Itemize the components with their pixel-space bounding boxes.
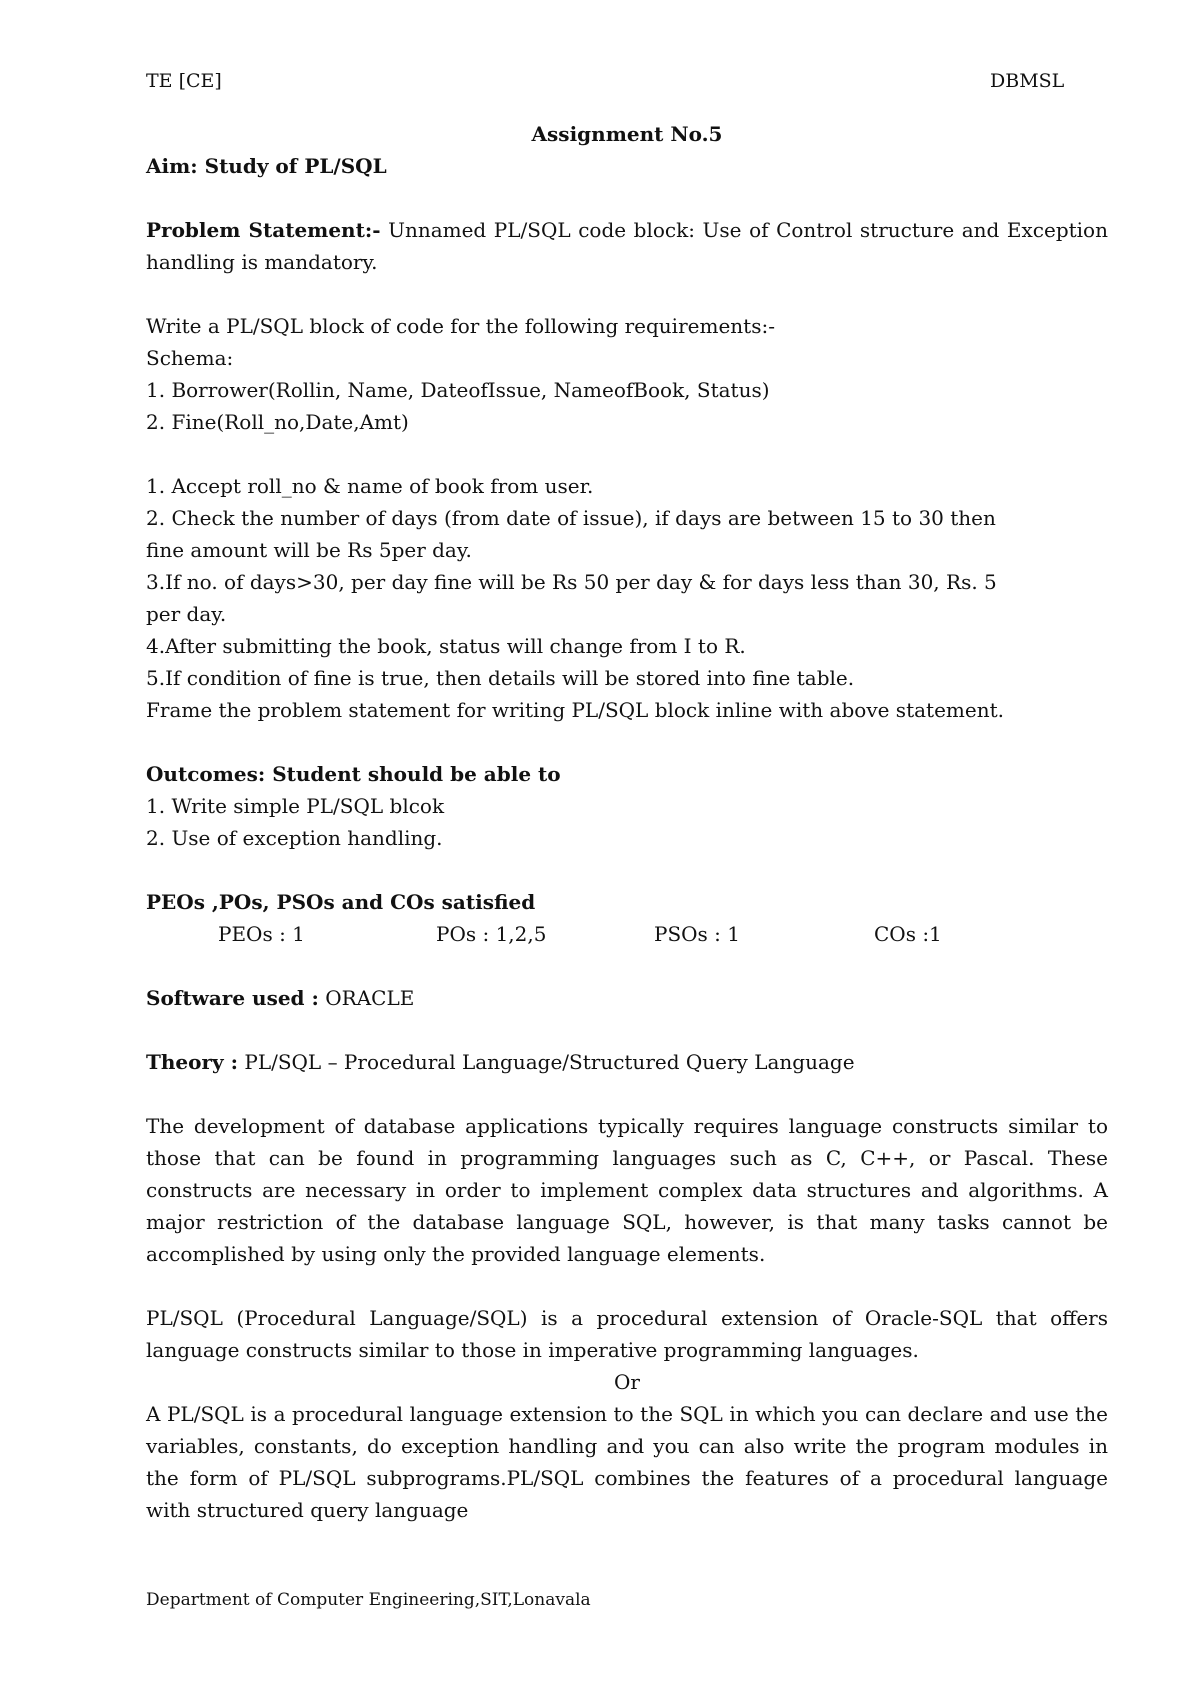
requirement-step: 5.If condition of fine is true, then details will be stored into fine table.	[146, 666, 855, 690]
header-course: TE [CE]	[146, 70, 222, 92]
psos-value: PSOs : 1	[654, 922, 740, 946]
schema-label: Schema:	[146, 346, 234, 370]
requirement-step: 1. Accept roll_no & name of book from user.	[146, 474, 594, 498]
peos-value: PEOs : 1	[218, 922, 305, 946]
requirement-step: Frame the problem statement for writing PL/SQL block inline with above statement.	[146, 698, 1004, 722]
outcome-item: 2. Use of exception handling.	[146, 826, 443, 850]
requirement-step: 3.If no. of days>30, per day fine will be Rs 50 per day & for days less than 30, Rs. 5 per day.	[146, 570, 997, 626]
software-label: Software used :	[146, 986, 319, 1010]
header-subject: DBMSL	[990, 70, 1065, 92]
software-used	[146, 982, 1108, 1014]
theory-paragraph: The development of database applications typically requires language constructs similar to those that can be found in programming languages such as C, C++, or Pascal. These constructs are necessary in order to implement complex data structures and algorithms. A major restriction of the database language SQL, however, is that many tasks cannot be accomplished by using only the provided language elements.	[146, 1114, 1108, 1266]
aim: Aim: Study of PL/SQL	[146, 154, 387, 178]
theory-line	[146, 1046, 1108, 1078]
or-separator: Or	[614, 1370, 640, 1394]
satisfied-row	[146, 918, 1108, 950]
theory-paragraph: PL/SQL (Procedural Language/SQL) is a procedural extension of Oracle-SQL that offers language constructs similar to those in imperative programming languages.	[146, 1306, 1108, 1362]
requirements-intro: Write a PL/SQL block of code for the following requirements:-	[146, 314, 775, 338]
satisfied-heading: PEOs ,POs, PSOs and COs satisfied	[146, 890, 536, 914]
problem-statement	[146, 214, 1108, 278]
schema-item: 1. Borrower(Rollin, Name, DateofIssue, NameofBook, Status)	[146, 378, 770, 402]
document-body	[146, 118, 1108, 1526]
requirement-step: 4.After submitting the book, status will change from I to R.	[146, 634, 746, 658]
schema-item: 2. Fine(Roll_no,Date,Amt)	[146, 410, 409, 434]
software-value: ORACLE	[318, 986, 415, 1010]
problem-label: Problem Statement:-	[146, 218, 381, 242]
theory-value: PL/SQL – Procedural Language/Structured Query Language	[238, 1050, 855, 1074]
theory-label: Theory :	[146, 1050, 238, 1074]
problem-text: Unnamed PL/SQL code block: Use of Control structure and Exception handling is mandatory.	[146, 218, 1108, 274]
outcome-item: 1. Write simple PL/SQL blcok	[146, 794, 445, 818]
assignment-title: Assignment No.5	[531, 122, 723, 146]
outcomes-heading: Outcomes: Student should be able to	[146, 762, 561, 786]
page-footer: Department of Computer Engineering,SIT,Lonavala	[146, 1590, 591, 1610]
requirement-step: 2. Check the number of days (from date of issue), if days are between 15 to 30 then fine amount will be Rs 5per day.	[146, 506, 996, 562]
pos-value: POs : 1,2,5	[436, 922, 547, 946]
theory-paragraph: A PL/SQL is a procedural language extension to the SQL in which you can declare and use the variables, constants, do exception handling and you can also write the program modules in the form of PL/SQL subprograms.PL/SQL combines the features of a procedural language with structured query language	[146, 1402, 1108, 1522]
cos-value: COs :1	[874, 922, 942, 946]
